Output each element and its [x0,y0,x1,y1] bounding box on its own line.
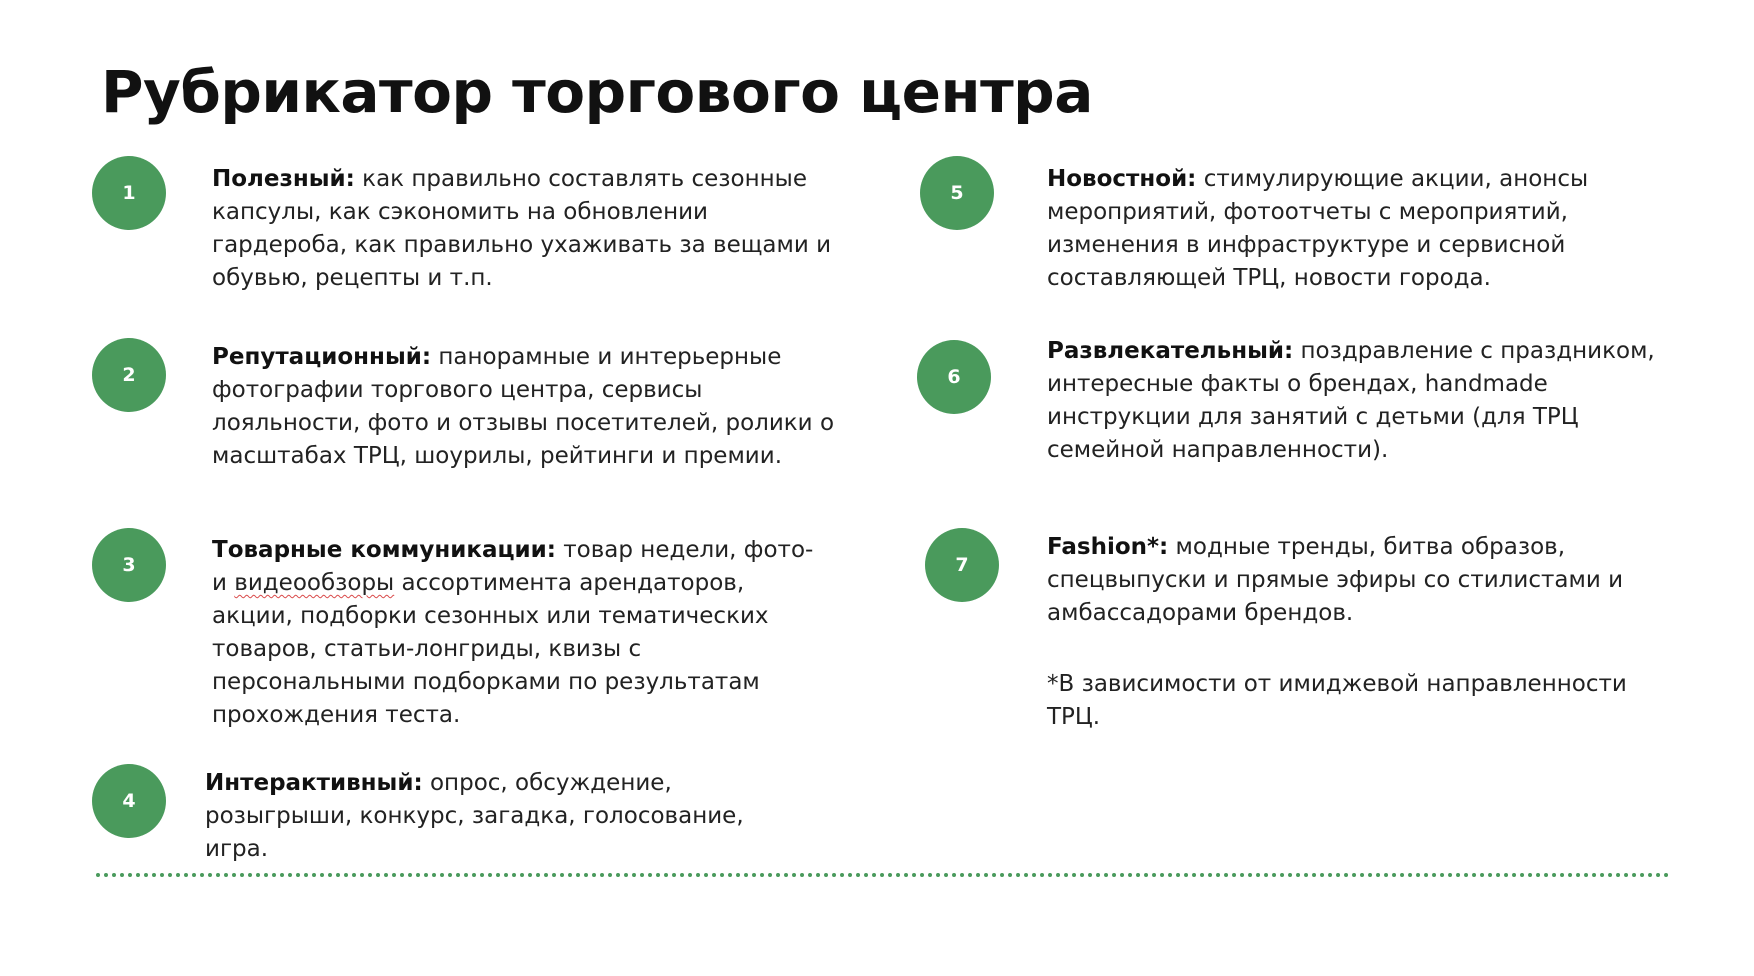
rubric-text [205,767,785,866]
rubric-heading: Репутационный: [212,344,432,370]
rubric-heading: Полезный: [212,166,355,192]
rubric-heading: Новостной: [1047,166,1197,192]
number-badge: 5 [920,156,994,230]
rubric-description: стимулирующие акции, анонсы мероприятий, фотоотчеты с мероприятий, изменения в инфраструктуре и сервисной составляющей ТРЦ, новости города. [1047,166,1589,291]
spellcheck-marked-word: видеообзоры [234,570,395,596]
rubric-description: как правильно составлять сезонные капсулы, как сэкономить на обновлении гардероба, как правильно ухаживать за вещами и обувью, рецепты и т.п. [212,166,832,291]
rubric-text [212,163,832,295]
number-badge: 3 [92,528,166,602]
rubric-heading: Fashion*: [1047,534,1169,560]
rubric-description-start: товар недели, фото- и [212,537,814,596]
rubric-description: модные тренды, битва образов, спецвыпуски и прямые эфиры со стилистами и амбассадорами брендов. [1047,534,1624,626]
dotted-divider [96,873,1670,877]
rubric-heading: Развлекательный: [1047,338,1294,364]
rubric-text [212,534,832,732]
rubric-text [1047,531,1672,630]
rubric-text [212,341,842,473]
rubric-heading: Товарные коммуникации: [212,537,556,563]
rubric-heading: Интерактивный: [205,770,423,796]
rubric-description-end: ассортимента арендаторов, акции, подборки сезонных или тематических товаров, статьи-лонгриды, квизы с персональными подборками по результатам прохождения теста. [212,570,769,728]
number-badge: 1 [92,156,166,230]
rubric-description: панорамные и интерьерные фотографии торгового центра, сервисы лояльности, фото и отзывы посетителей, ролики о масштабах ТРЦ, шоурилы, рейтинги и премии. [212,344,835,469]
rubric-text [1047,163,1667,295]
rubric-description: поздравление с праздником, интересные факты о брендах, handmade инструкции для занятий с детьми (для ТРЦ семейной направленности). [1047,338,1655,463]
rubric-description: опрос, обсуждение, розыгрыши, конкурс, загадка, голосование, игра. [205,770,744,862]
footnote: *В зависимости от имиджевой направленности ТРЦ. [1047,671,1627,730]
number-badge: 6 [917,340,991,414]
number-badge: 4 [92,764,166,838]
rubric-text [1047,335,1662,467]
number-badge: 2 [92,338,166,412]
page-title: Рубрикатор торгового центра [101,58,1093,126]
number-badge: 7 [925,528,999,602]
